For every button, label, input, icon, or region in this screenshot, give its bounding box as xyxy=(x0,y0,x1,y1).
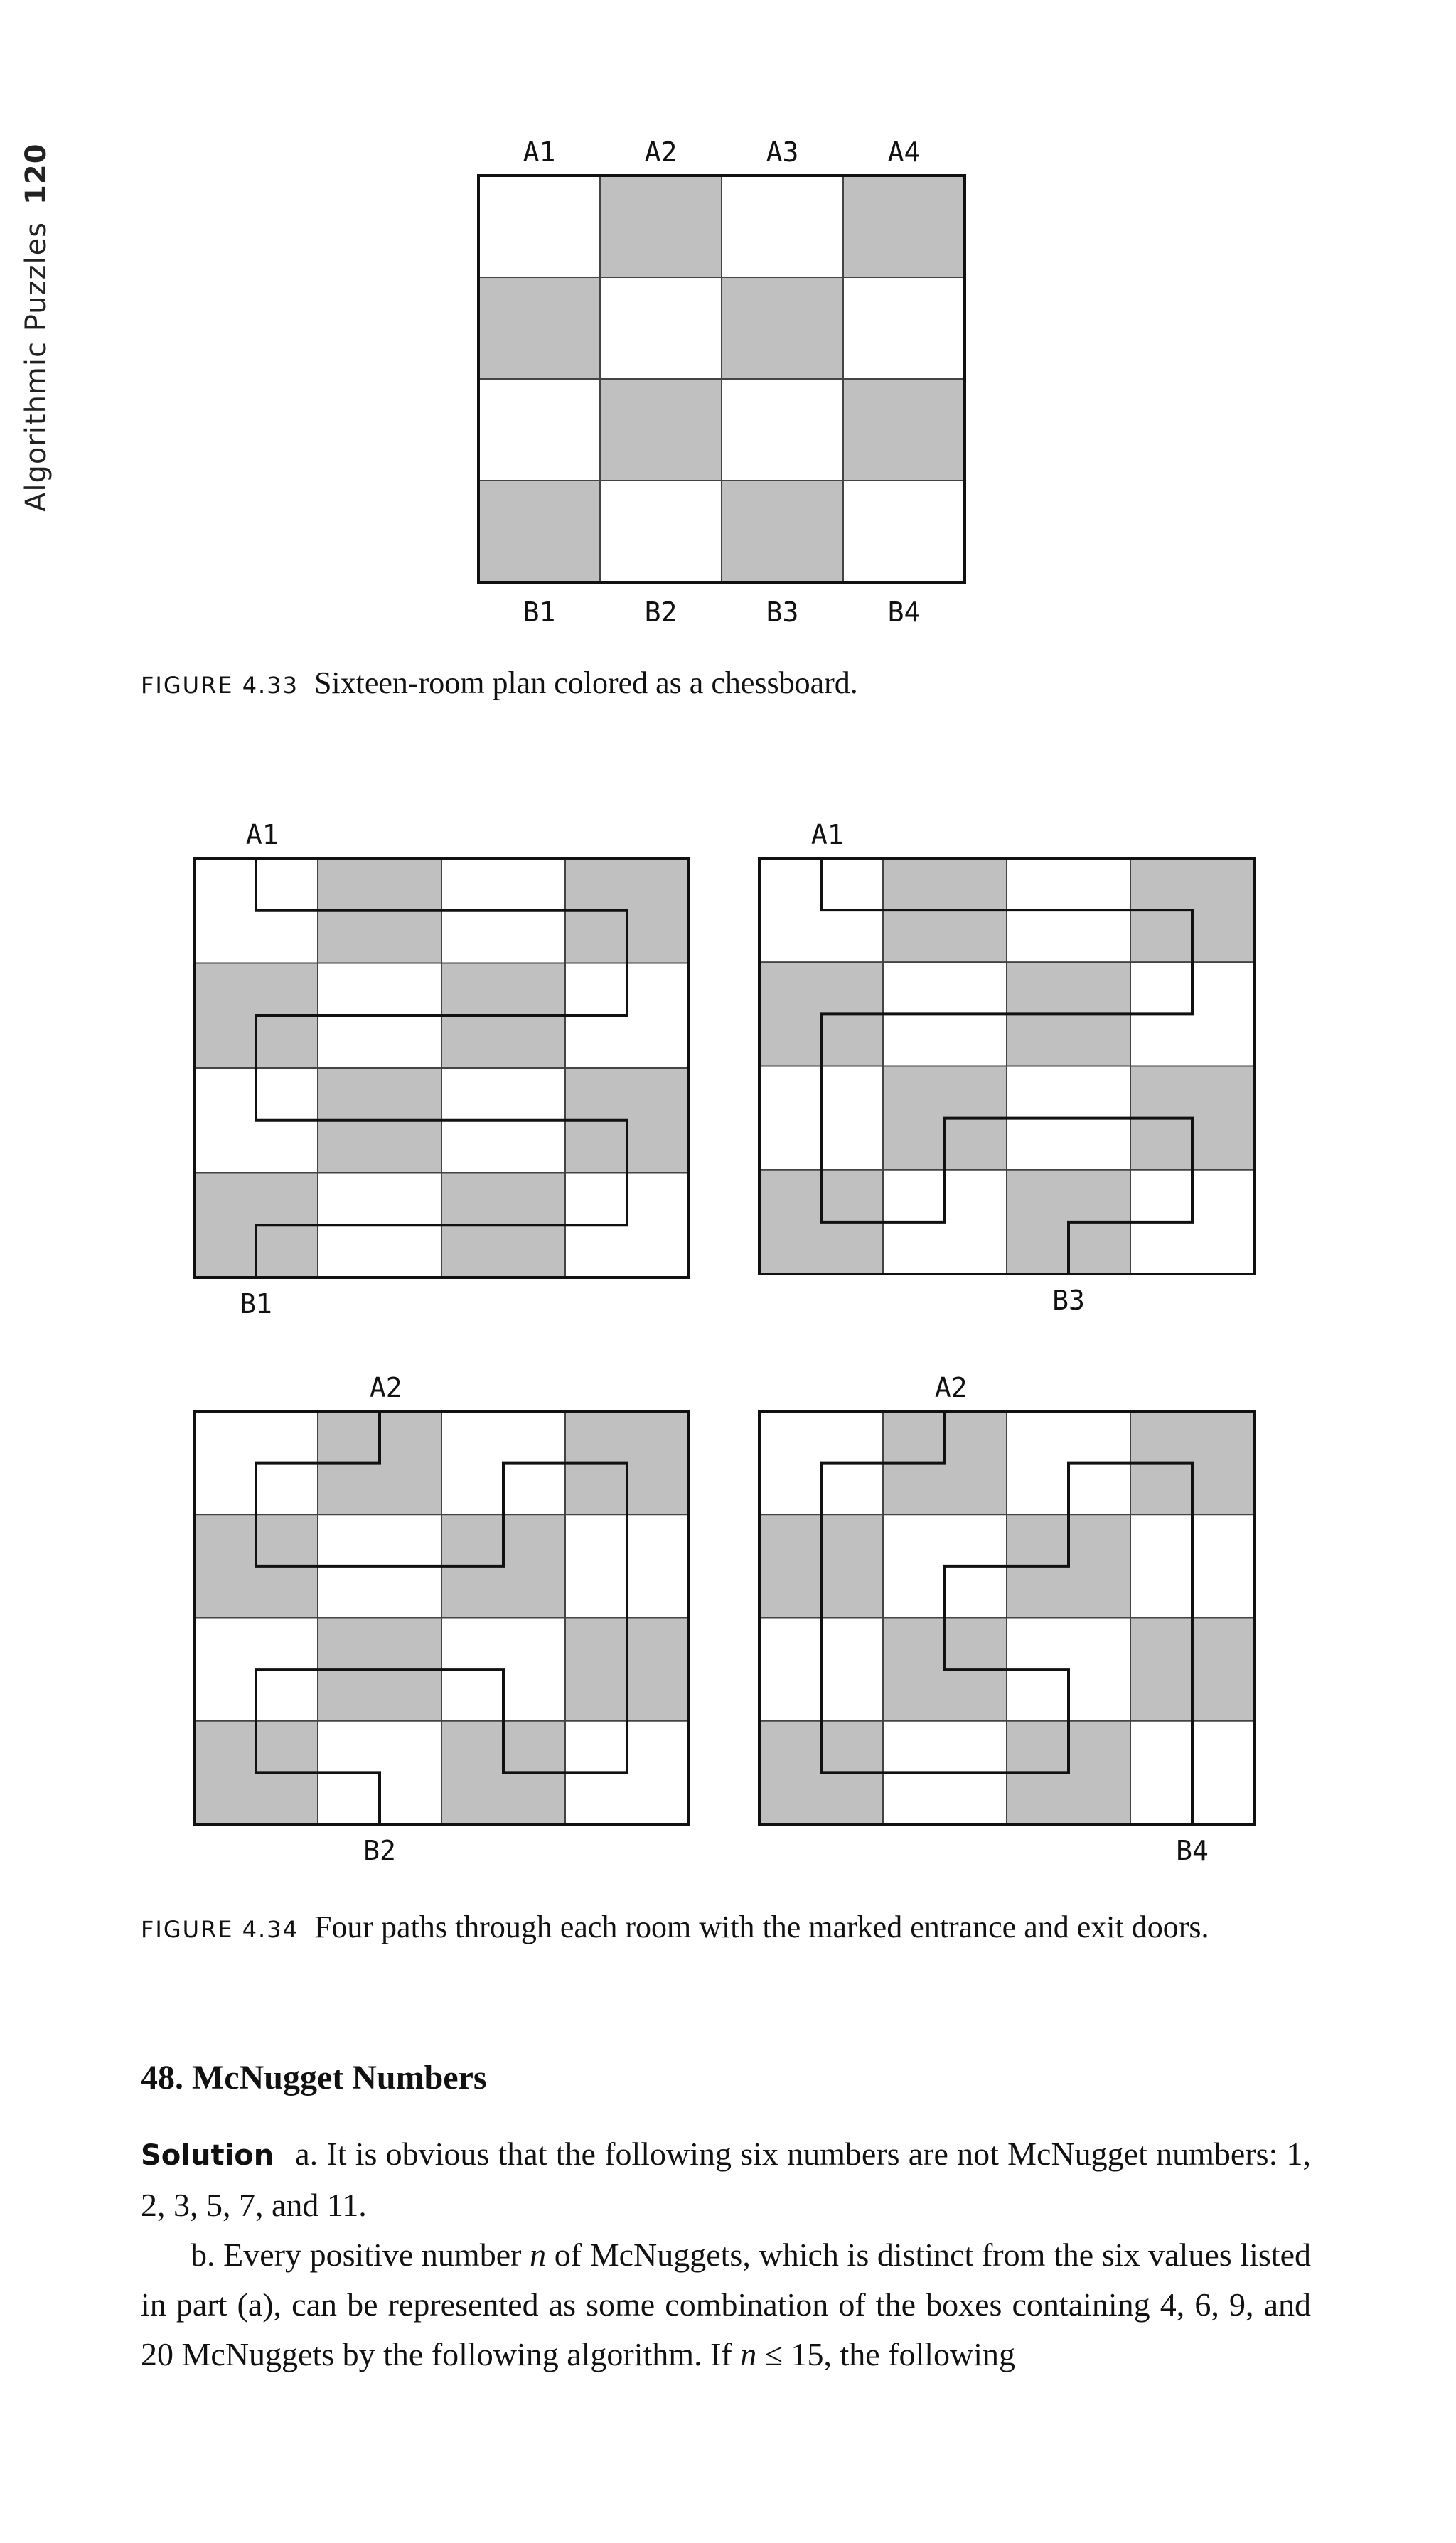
exit-label: B4 xyxy=(887,596,921,628)
variable-n: n xyxy=(530,2237,547,2273)
chessboard-room xyxy=(722,176,843,277)
chessboard-room xyxy=(478,277,600,379)
chessboard-room xyxy=(600,176,722,277)
path-panel xyxy=(194,819,689,1319)
running-head-title: Algorithmic Puzzles xyxy=(20,221,53,512)
solution-label: Solution xyxy=(141,2139,274,2172)
exit-door-label: B4 xyxy=(1176,1835,1209,1866)
solution-body xyxy=(141,2129,1311,2379)
exit-label: B2 xyxy=(644,596,678,628)
exit-label: B1 xyxy=(523,596,556,628)
figure-4-34-caption xyxy=(141,1909,1209,1945)
chessboard-room xyxy=(843,481,965,582)
chessboard-room xyxy=(843,277,965,379)
exit-door-label: B3 xyxy=(1052,1285,1085,1316)
path-panel xyxy=(194,1372,689,1866)
exit-door-label: B1 xyxy=(240,1288,272,1319)
figure-4-33-caption xyxy=(141,665,858,701)
chessboard-room xyxy=(722,379,843,481)
figure-4-34-caption-text: Four paths through each room with the marked entrance and exit doors. xyxy=(314,1910,1209,1944)
figure-4-34-label: FIGURE 4.34 xyxy=(141,1916,299,1943)
chessboard-room xyxy=(600,481,722,582)
entrance-label: A4 xyxy=(887,136,921,168)
page-number: 120 xyxy=(20,143,53,205)
chessboard-room xyxy=(600,379,722,481)
figure-4-33-caption-text: Sixteen-room plan colored as a chessboard. xyxy=(314,665,858,700)
exit-label: B3 xyxy=(766,596,799,628)
entrance-door-label: A1 xyxy=(245,819,279,850)
section-title: 48. McNugget Numbers xyxy=(141,2059,487,2097)
chessboard-room xyxy=(722,277,843,379)
chessboard-room xyxy=(843,379,965,481)
solution-part-b-text-2: of McNuggets, which is distinct from the six values listed in part (a), can be represented as some combination of the boxes containing 4, 6, 9, and 20 McNuggets by the following algorithm. If xyxy=(141,2237,1311,2372)
path-panel xyxy=(759,819,1254,1316)
solution-part-b-text-1: b. Every positive number xyxy=(191,2237,530,2273)
variable-n-2: n xyxy=(740,2336,757,2372)
chessboard-room xyxy=(478,481,600,582)
entrance-label: A1 xyxy=(523,136,556,168)
entrance-label: A3 xyxy=(766,136,799,168)
figure-4-34-paths xyxy=(194,819,1254,1866)
solution-part-b-text-3: ≤ 15, the following xyxy=(756,2336,1016,2372)
chessboard-room xyxy=(600,277,722,379)
figure-4-33-chessboard xyxy=(478,136,965,628)
chessboard-room xyxy=(478,176,600,277)
solution-paragraph-b xyxy=(141,2230,1311,2379)
entrance-door-label: A2 xyxy=(934,1372,968,1403)
solution-paragraph-a xyxy=(141,2129,1311,2230)
solution-part-a-text: a. It is obvious that the following six numbers are not McNugget numbers: 1, 2, 3, 5, 7, and 11. xyxy=(141,2136,1311,2223)
entrance-door-label: A2 xyxy=(369,1372,402,1403)
chessboard-room xyxy=(843,176,965,277)
exit-door-label: B2 xyxy=(363,1835,396,1866)
entrance-label: A2 xyxy=(644,136,678,168)
chessboard-room xyxy=(722,481,843,582)
figure-4-33-label: FIGURE 4.33 xyxy=(141,672,299,699)
path-panel xyxy=(759,1372,1254,1866)
entrance-door-label: A1 xyxy=(810,819,844,850)
chessboard-room xyxy=(478,379,600,481)
